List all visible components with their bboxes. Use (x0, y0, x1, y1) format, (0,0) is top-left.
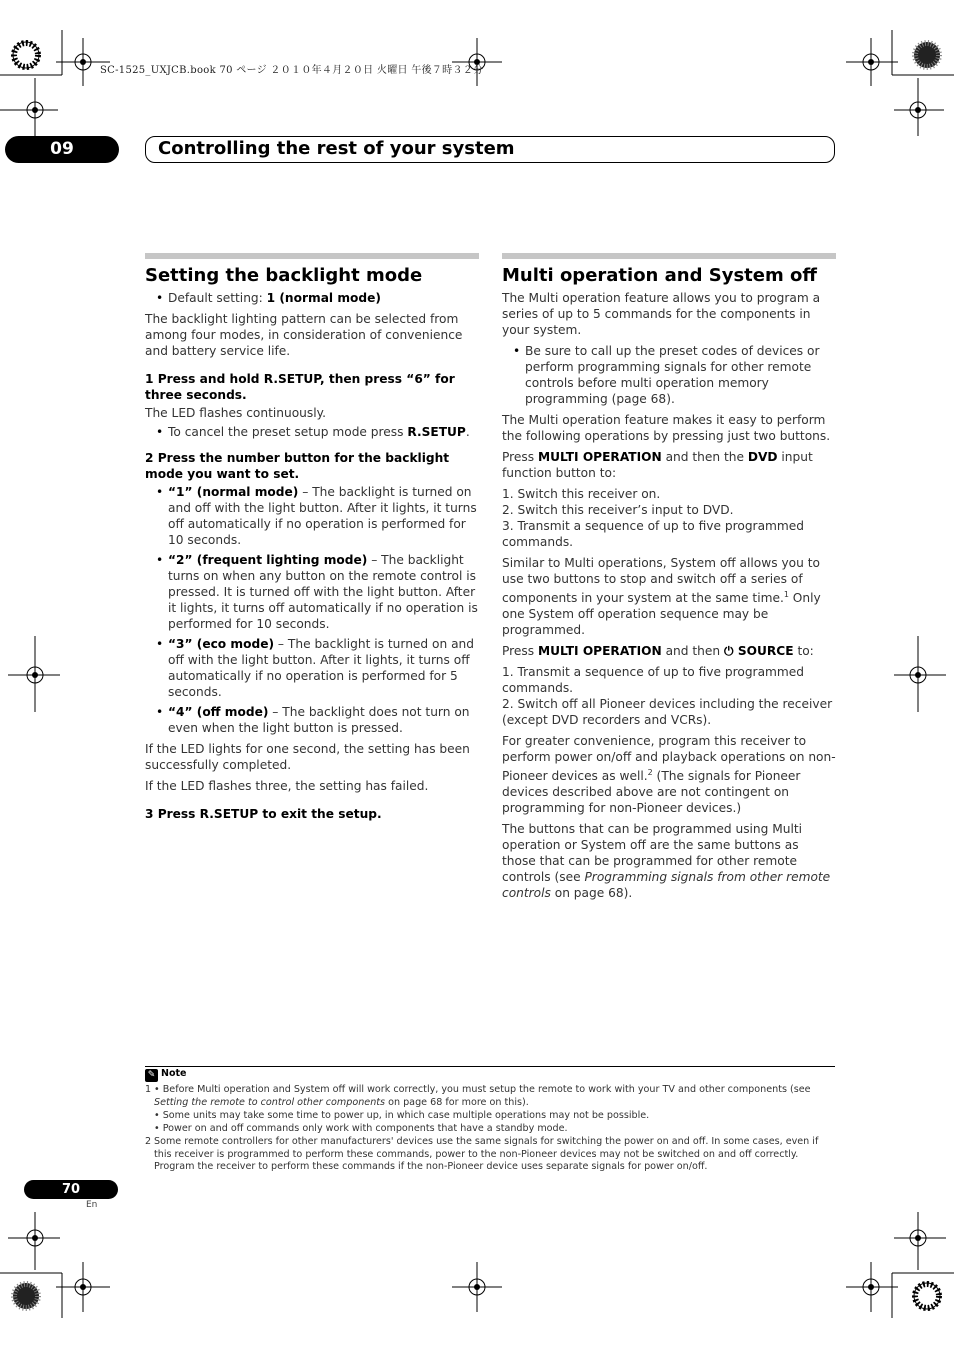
backlight-section (145, 253, 479, 824)
footnote-2: 2 Some remote controllers for other manufacturers' devices use the same signals for switching the power on and off. In some cases, even if this receiver is programmed to perform these commands, power to the non-Pioneer devices may not be switched on and off correctly. Program the receiver to perform these commands if the non-Pioneer device uses separate signals for power on/off. (145, 1135, 819, 1173)
intro-text: The backlight lighting pattern can be selected from among four modes, in consideration of convenience and battery service life. (145, 312, 463, 358)
section-heading: Multi operation and System off (502, 265, 817, 286)
paragraph: Similar to Multi operations, System off allows you to use two buttons to stop and switch off a series of components in your system at the same time.$^1$ Only one System off operation sequence may be programmed. (502, 556, 821, 638)
press-instruction-1: Press MULTI OPERATION and then the DVD input function button to: (502, 450, 813, 480)
note-bullet: • Be sure to call up the preset codes of devices or perform programming signals for other remote controls before multi operation memory programming (page 68). (525, 343, 836, 407)
operation-list-2 (502, 664, 836, 728)
intro-text: The Multi operation feature allows you to program a series of up to 5 commands for the components in your system. (502, 291, 821, 337)
multi-operation-section (502, 253, 836, 906)
chapter-title: Controlling the rest of your system (158, 138, 515, 159)
operation-list-1 (502, 486, 836, 550)
fail-text: If the LED flashes three, the setting has failed. (145, 779, 429, 793)
press-instruction-2: Press MULTI OPERATION and then ⏻ SOURCE to: (502, 644, 814, 659)
power-icon: ⏻ (724, 644, 734, 659)
success-text: If the LED lights for one second, the setting has been successfully completed. (145, 742, 470, 772)
mode-item: • “2” (frequent lighting mode) – The backlight turns on when any button on the remote control is pressed. It is turned off with the light button. After it lights, it turns off automatically if no operation is performed for 10 seconds. (168, 552, 479, 632)
list-item: 2. Switch off all Pioneer devices including the receiver (except DVD recorders and VCRs). (502, 697, 833, 728)
chapter-number: 09 (5, 136, 119, 163)
footnote-1-bullet: • Some units may take some time to power up, in which case multiple operations may not be possible. (154, 1109, 650, 1121)
step-1-text: The LED flashes continuously. (145, 406, 326, 420)
mode-item: • “1” (normal mode) – The backlight is turned on and off with the light button. After it lights, it turns off automatically if no operation is performed for 10 seconds. (168, 484, 479, 548)
paragraph: For greater convenience, program this receiver to perform power on/off and playback operations on non-Pioneer devices as well.$^2$ (The signals for Pioneer devices described above are not contingent on programming for non-Pioneer devices.) (502, 734, 836, 816)
step-2: 2 Press the number button for the backlight mode you want to set. (145, 451, 450, 481)
paragraph: The buttons that can be programmed using Multi operation or System off are the same buttons as those that can be programmed for other remote controls (see Programming signals from other remote controls on page 68). (502, 822, 831, 901)
print-info: SC-1525_UXJCB.book 70 ページ ２０１０年４月２０日 火曜日 午後７時３２分 (100, 65, 484, 76)
step-1-bullet: • To cancel the preset setup mode press R.SETUP. (168, 424, 479, 440)
footnotes (145, 1084, 837, 1174)
mode-item: • “4” (off mode) – The backlight does not turn on even when the light button is pressed. (168, 704, 479, 736)
section-rule (502, 253, 836, 259)
footnote-1-bullet: • Power on and off commands only work with components that have a standby mode. (154, 1122, 568, 1134)
mode-item: • “3” (eco mode) – The backlight is turned on and off with the light button. After it lights, it turns off automatically if no operation is performed for 5 seconds. (168, 636, 479, 700)
default-setting: • Default setting: 1 (normal mode) (168, 290, 479, 306)
footnote-1: 1 • Before Multi operation and System off will work correctly, you must setup the remote to work with your TV and other components (see Setting the remote to control other components on page 68 for more on this). (145, 1084, 811, 1108)
list-item: 1. Switch this receiver on. (502, 487, 661, 501)
paragraph: The Multi operation feature makes it easy to perform the following operations by pressing just two buttons. (502, 413, 831, 443)
note-rule (145, 1066, 835, 1067)
page-number: 70 (24, 1180, 118, 1199)
note-label: Note (161, 1068, 187, 1079)
list-item: 1. Transmit a sequence of up to five programmed commands. (502, 665, 805, 696)
list-item: 2. Switch this receiver’s input to DVD. (502, 503, 734, 517)
mode-list (145, 484, 479, 736)
language-label: En (86, 1200, 98, 1210)
pencil-icon: ✎ (145, 1069, 158, 1082)
step-3: 3 Press R.SETUP to exit the setup. (145, 807, 382, 821)
step-1: 1 Press and hold R.SETUP, then press “6” for three seconds. (145, 372, 455, 402)
list-item: 3. Transmit a sequence of up to five programmed commands. (502, 519, 805, 549)
section-heading: Setting the backlight mode (145, 265, 423, 286)
default-setting-list (145, 290, 479, 306)
section-rule (145, 253, 479, 259)
